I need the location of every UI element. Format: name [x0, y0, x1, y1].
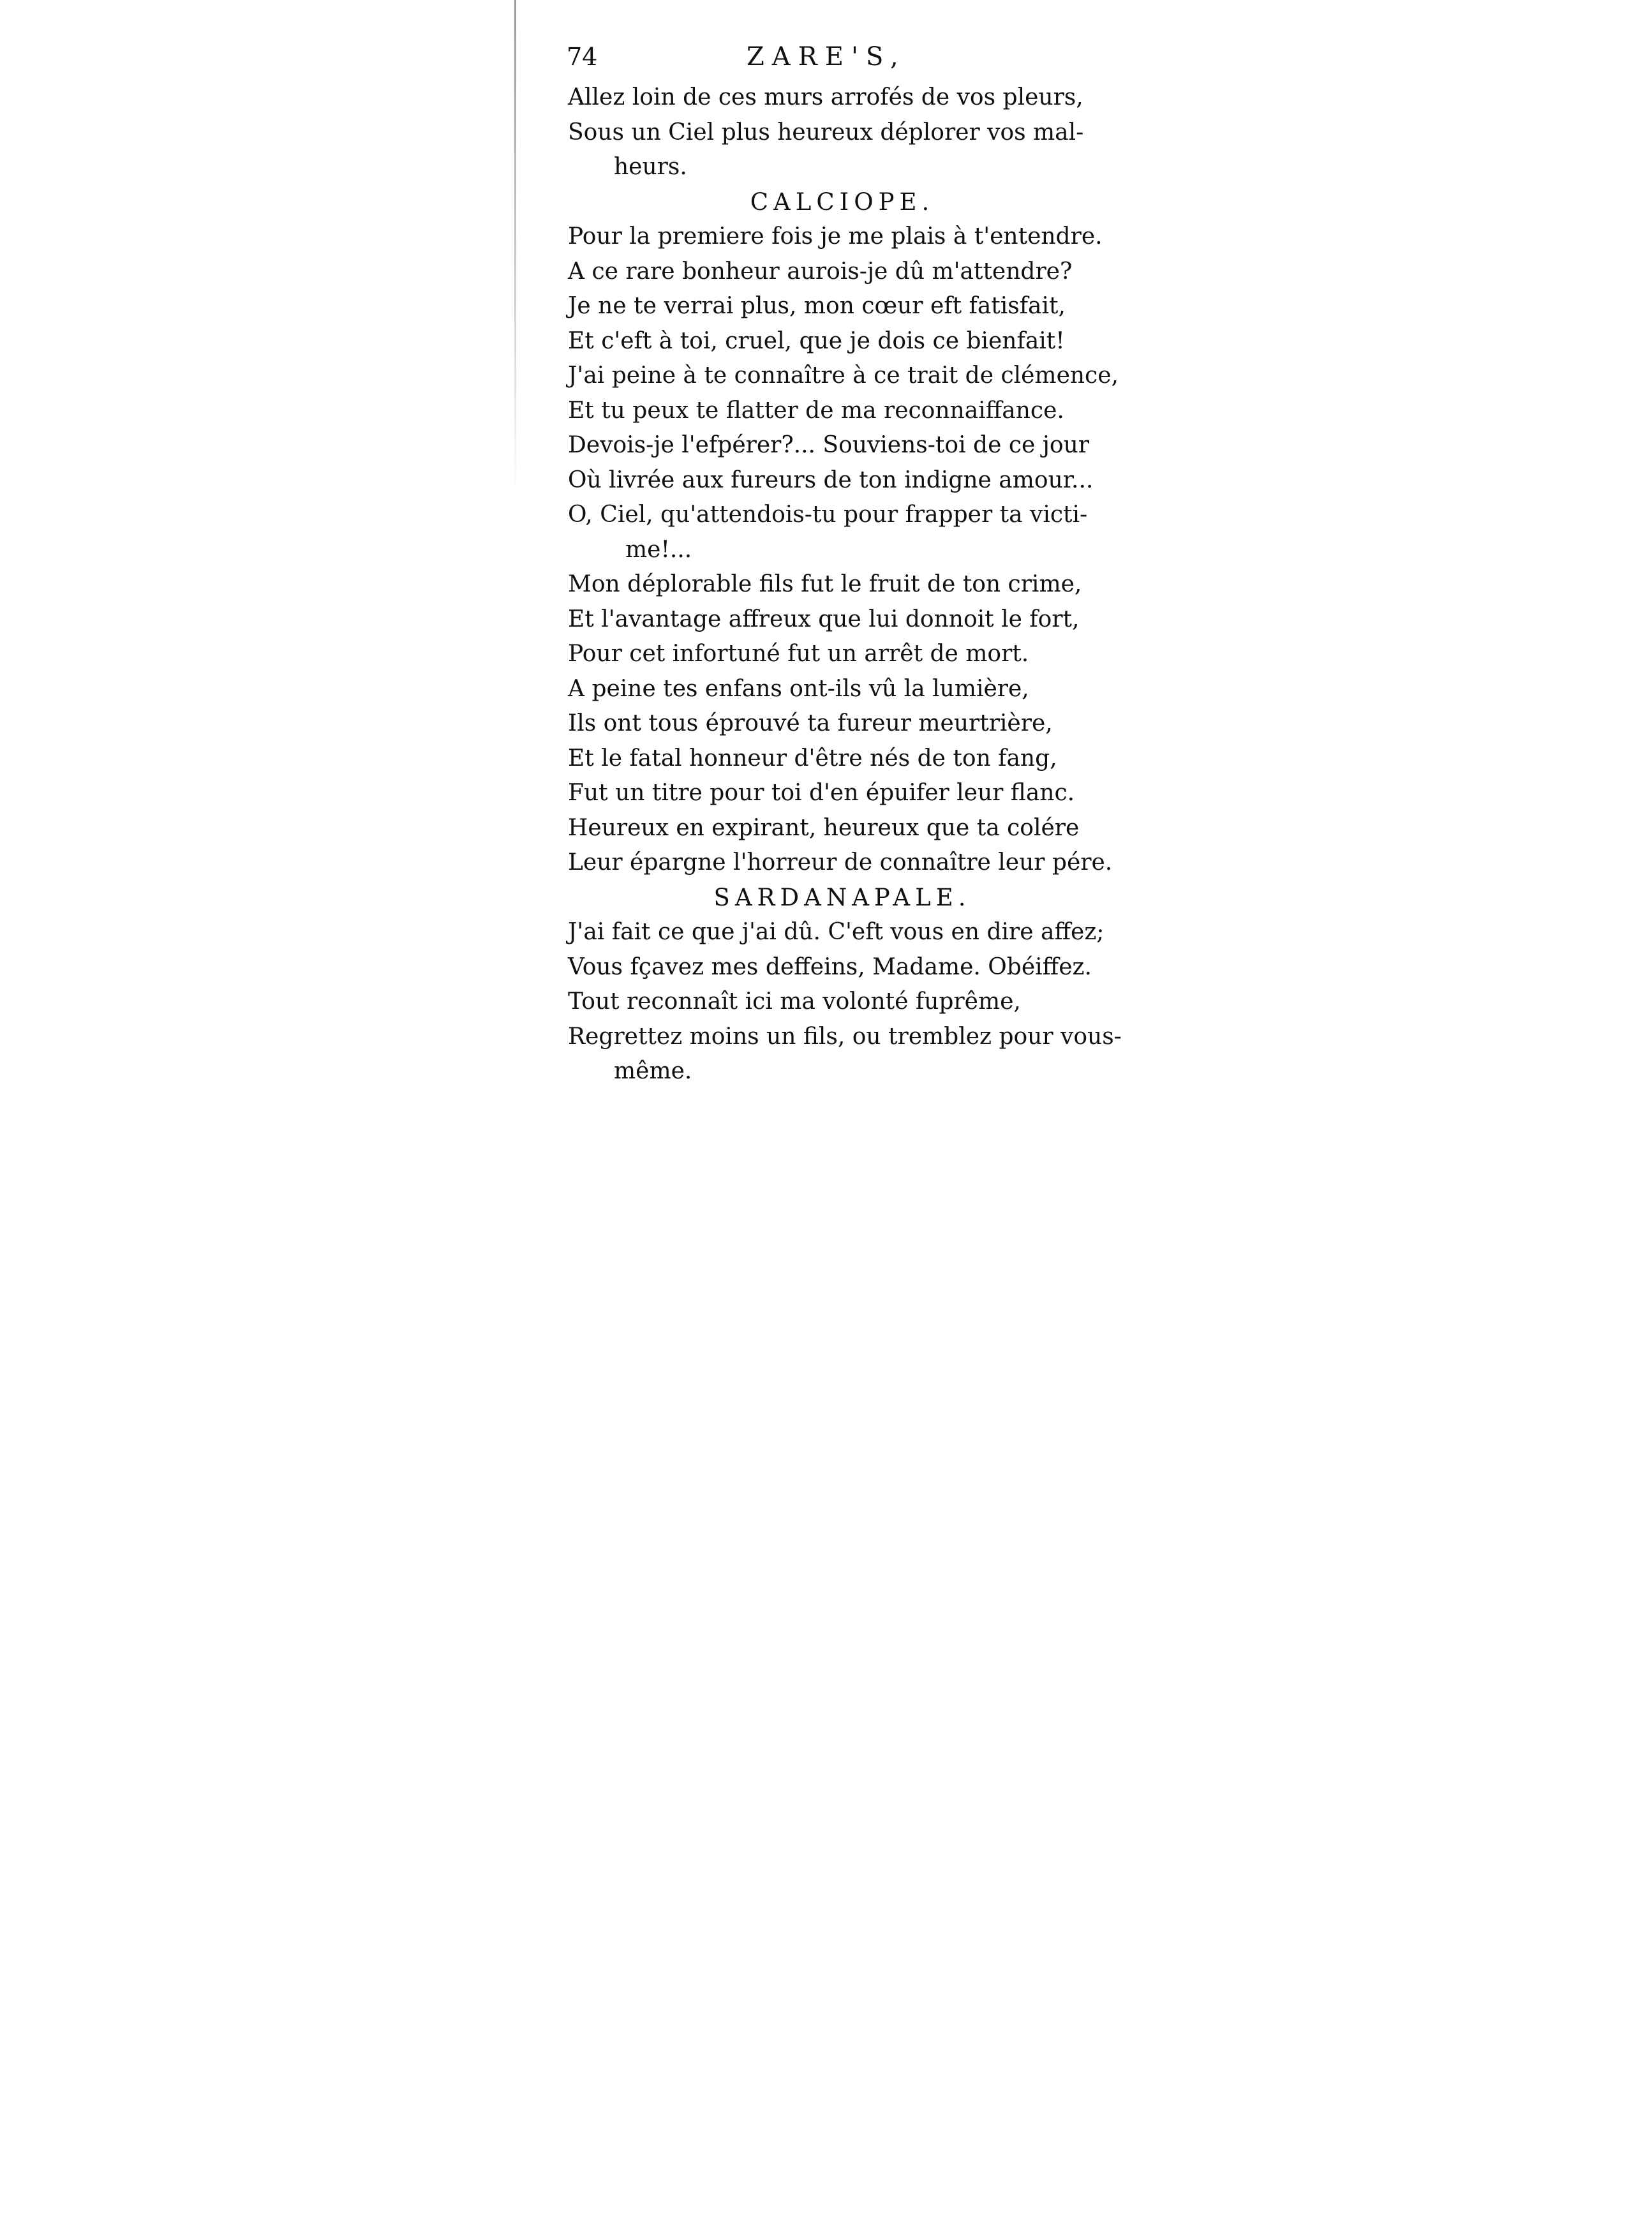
verse-line: Et le fatal honneur d'être nés de ton fang,	[568, 745, 1057, 771]
verse-line-continuation: me!...	[625, 536, 692, 563]
verse-line-continuation: heurs.	[614, 154, 687, 180]
speaker-name: CALCIOPE.	[750, 188, 935, 216]
verse-line: Pour la premiere fois je me plais à t'entendre.	[568, 223, 1103, 250]
verse-line: Et tu peux te flatter de ma reconnaiffance.	[568, 397, 1064, 424]
verse-line: Heureux en expirant, heureux que ta colére	[568, 814, 1080, 841]
running-head	[555, 40, 1117, 80]
verse-line-continuation: même.	[614, 1058, 692, 1084]
verse-line: Ils ont tous éprouvé ta fureur meurtrière,	[568, 710, 1053, 736]
running-title: ZARE'S,	[747, 42, 906, 71]
verse-line: Devois-je l'efpérer?... Souviens-toi de ce jour	[568, 432, 1089, 458]
book-page	[555, 40, 1122, 1089]
speaker-name: SARDANAPALE.	[713, 883, 971, 911]
verse-line: Sous un Ciel plus heureux déplorer vos mal-	[568, 119, 1084, 145]
verse-line: J'ai fait ce que j'ai dû. C'eft vous en dire affez;	[568, 919, 1105, 945]
verse-line: Et c'eft à toi, cruel, que je dois ce bienfait!	[568, 327, 1065, 354]
verse-line: A ce rare bonheur aurois-je dû m'attendre?	[568, 258, 1073, 285]
verse-line: J'ai peine à te connaître à ce trait de clémence,	[568, 362, 1119, 389]
verse-line: Où livrée aux fureurs de ton indigne amour...	[568, 466, 1094, 493]
verse-line: Regrettez moins un fils, ou tremblez pour vous-	[568, 1023, 1122, 1050]
verse-line: Pour cet infortuné fut un arrêt de mort.	[568, 641, 1029, 667]
verse-line: Vous fçavez mes deffeins, Madame. Obéiffez.	[568, 953, 1092, 980]
verse-line: Et l'avantage affreux que lui donnoit le fort,	[568, 606, 1080, 632]
verse-line: Mon déplorable fils fut le fruit de ton crime,	[568, 571, 1082, 597]
verse-line: Je ne te verrai plus, mon cœur eft fatisfait,	[568, 293, 1066, 319]
verse-line: O, Ciel, qu'attendois-tu pour frapper ta victi-	[568, 502, 1088, 528]
verse-line: Fut un titre pour toi d'en épuifer leur flanc.	[568, 780, 1075, 806]
verse-line: Allez loin de ces murs arrofés de vos pleurs,	[568, 84, 1083, 110]
page-number: 74	[567, 43, 598, 71]
verse-line: A peine tes enfans ont-ils vû la lumière,	[568, 675, 1029, 702]
verse-line: Leur épargne l'horreur de connaître leur pére.	[568, 849, 1113, 876]
verse-line: Tout reconnaît ici ma volonté fuprême,	[568, 988, 1021, 1015]
scan-edge	[514, 0, 516, 498]
